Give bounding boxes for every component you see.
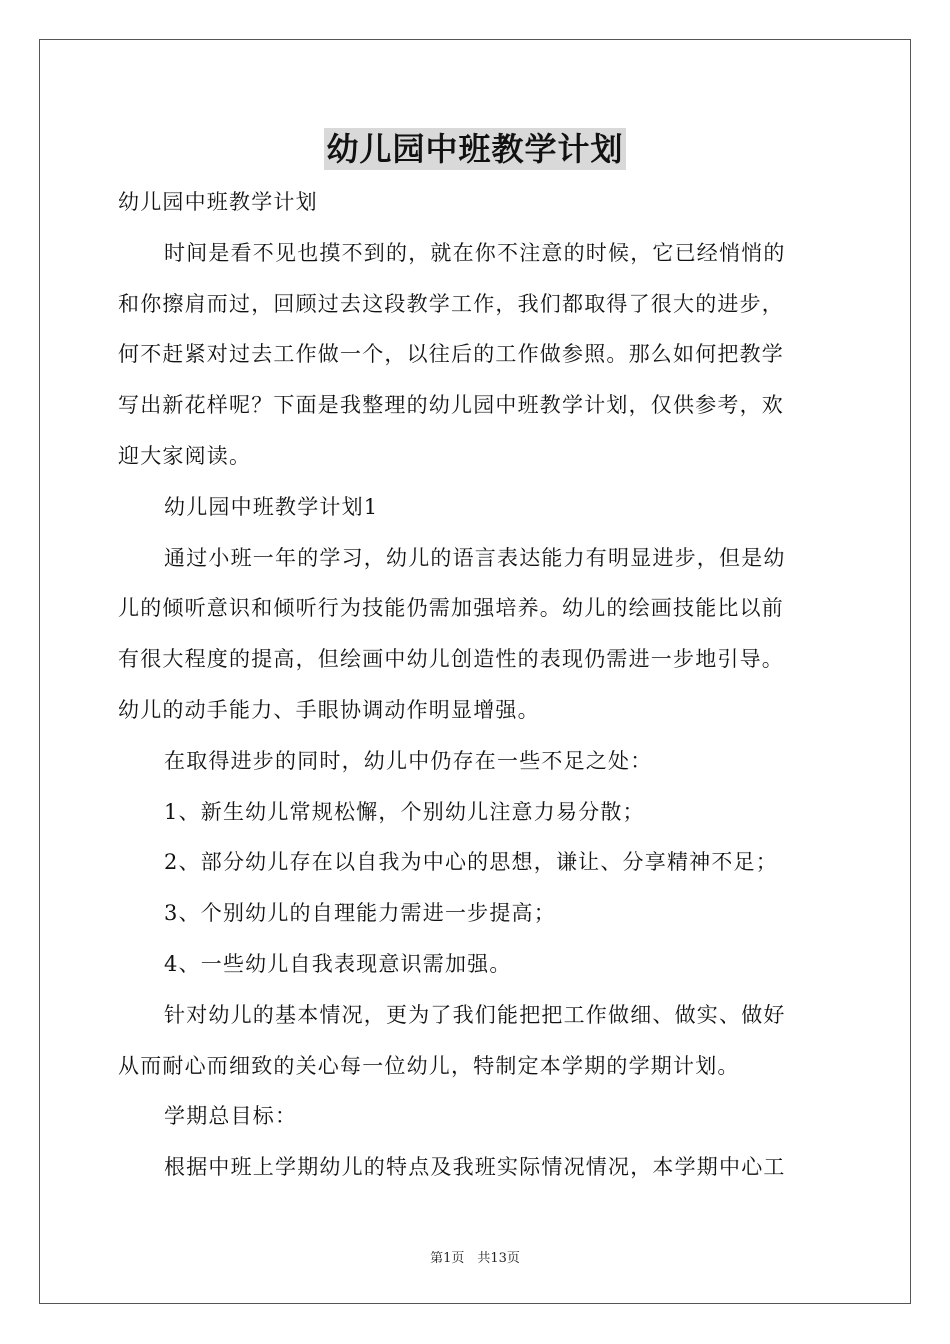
document-body [118, 177, 834, 1193]
paragraph-line: 通过小班一年的学习，幼儿的语言表达能力有明显进步，但是幼 [164, 545, 786, 570]
document-title: 幼儿园中班教学计划 [326, 130, 624, 168]
paragraph-line: 和你擦肩而过，回顾过去这段教学工作，我们都取得了很大的进步， [118, 291, 784, 316]
section-heading: 幼儿园中班教学计划1 [164, 494, 379, 519]
paragraph-line: 幼儿的动手能力、手眼协调动作明显增强。 [118, 697, 540, 722]
paragraph-line: 从而耐心而细致的关心每一位幼儿，特制定本学期的学期计划。 [118, 1053, 740, 1078]
paragraph-line: 时间是看不见也摸不到的，就在你不注意的时候，它已经悄悄的 [164, 240, 786, 265]
list-item: 2、部分幼儿存在以自我为中心的思想，谦让、分享精神不足； [164, 850, 778, 875]
paragraph-line: 根据中班上学期幼儿的特点及我班实际情况情况，本学期中心工 [164, 1155, 786, 1180]
title-container [0, 128, 950, 170]
list-item: 1、新生幼儿常规松懈，个别幼儿注意力易分散； [164, 799, 645, 824]
list-item: 4、一些幼儿自我表现意识需加强。 [164, 951, 512, 976]
paragraph-line: 儿的倾听意识和倾听行为技能仍需加强培养。幼儿的绘画技能比以前 [118, 596, 784, 621]
paragraph-line: 写出新花样呢？下面是我整理的幼儿园中班教学计划，仅供参考，欢 [118, 393, 784, 418]
section-heading: 学期总目标： [164, 1104, 298, 1129]
subtitle-line: 幼儿园中班教学计划 [118, 190, 318, 214]
paragraph-line: 有很大程度的提高，但绘画中幼儿创造性的表现仍需进一步地引导。 [118, 647, 784, 672]
paragraph-line: 针对幼儿的基本情况，更为了我们能把把工作做细、做实、做好 [164, 1002, 786, 1027]
page-footer: 第1页 共13页 [430, 1251, 520, 1266]
list-item: 3、个别幼儿的自理能力需进一步提高； [164, 901, 556, 926]
paragraph-line: 迎大家阅读。 [118, 443, 252, 468]
paragraph-line: 在取得进步的同时，幼儿中仍存在一些不足之处： [164, 748, 653, 773]
paragraph-line: 何不赶紧对过去工作做一个，以往后的工作做参照。那么如何把教学 [118, 342, 784, 367]
